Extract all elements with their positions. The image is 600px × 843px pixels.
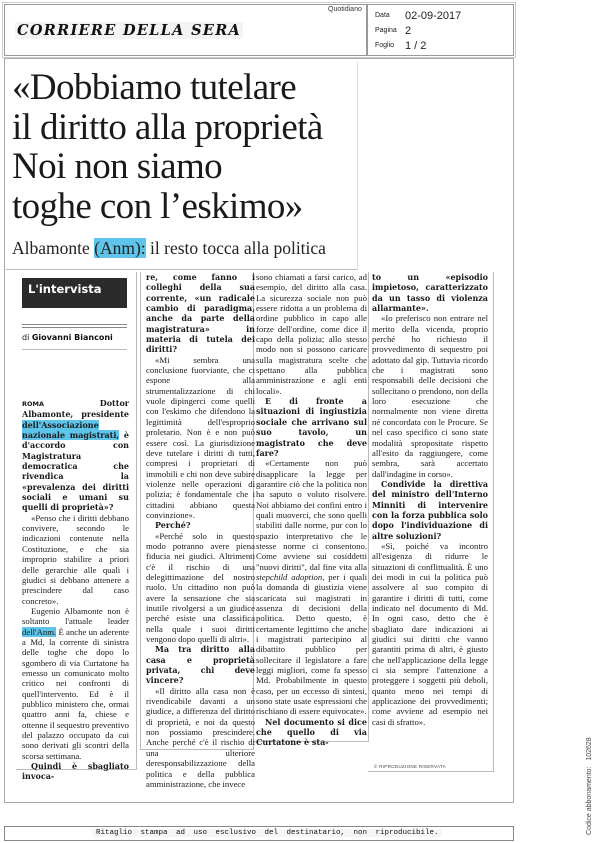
meta-label: Data: [375, 12, 390, 20]
meta-value: 1 / 2: [405, 39, 427, 52]
byline-divider: [22, 349, 127, 350]
question: Quindi è sbagliato invoca-: [22, 761, 129, 782]
answer: «Sì, poiché va incontro all'esigenza di ridurre le situazioni di conflittualità. È uno dei modi in cui la politica può assolvere al suo compito di garantire i diritti di tutti, come indicato nel documento di Md. In ogni caso, detto che è sbagliato dare indicazioni ai giudici sui diritti che vanno garantiti prima di altri, è giusto che nell'applicazione della legge ci sia sempre l'attenzione a proteggere i soggetti più deboli, quanto meno nei tempi di applicazione dei provvedimenti; come avviene ad esempio nei casi di sfratto».: [372, 540, 488, 727]
headline-line: «Dobbiamo tutelare: [12, 67, 297, 108]
subhead-text: Albamonte: [12, 238, 95, 258]
question: E di fronte a situazioni di ingiustizia sociale che arrivano sul suo tavolo, un magistrato che deve fare?: [256, 396, 367, 458]
answer: «Penso che i diritti debbano convivere, secondo le indicazioni contenute nella Costituzione, e che sia improprio stabilire a priori delle gerarchie alle quali i giudici si debbano attenere a prescindere dal caso concreto».: [22, 512, 129, 606]
subhead-highlight: (Anm):: [94, 238, 146, 258]
masthead: CORRIERE DELLA SERA: [17, 22, 242, 39]
question: Nel documento si dice che quello di via Curtatone è sta-: [256, 716, 367, 748]
headline-line: toghe con l’eskimo»: [12, 185, 303, 227]
paragraph-text: Eugenio Albamonte non è soltanto l'attuale leader: [22, 605, 129, 627]
answer: [256, 458, 367, 717]
question: re, come fanno i colleghi della sua corrente, «un radicale cambio di paradigma, anche da parte della magistratura» in materia di tutela dei diritti?: [146, 272, 255, 355]
question-text: Dottor Albamonte, presidente: [22, 398, 129, 420]
headline: [12, 68, 357, 226]
subhead-text: il resto tocca alla politica: [145, 238, 326, 258]
meta-label: Foglio: [375, 42, 395, 50]
meta-value: 02-09-2017: [405, 9, 462, 22]
copyright-notice: © RIPRODUZIONE RISERVATA: [374, 764, 446, 769]
badge-divider: [22, 324, 127, 328]
question: to un «episodio impietoso, caratterizzato da un tasso di violenza allarmante».: [372, 272, 488, 314]
highlighted-text: dell'Anm.: [22, 626, 57, 637]
subscription-code-label: Codice abbonamento:: [586, 766, 593, 835]
answer: «Mi sembra una conclusione fuorviante, che ci espone alla strumentalizzazione di chi vuole dipingerci come quelli con l'eskimo che difendono la legittimità dell'esproprio proletario. Non è e non può essere così. La giurisdizione deve tutelare i diritti di tutti, compresi i proprietari di immobili e chi non deve subire violenze nelle operazioni di polizia; è fondamentale che i cittadini abbiano questa convinzione».: [146, 354, 255, 520]
article-column-2: [146, 272, 255, 789]
article-column-1: [22, 398, 129, 782]
question: Perché?: [155, 520, 191, 531]
answer: «Perché solo in questo modo potranno avere piena fiducia nei giudici. Altrimenti c'è il rischio di una delegittimazione del nostro ruolo. Un cittadino non può avere la sensazione che sia inutile rivolgersi a un giudice perché esiste una classifica nella quale i suoi diritti vengono dopo quelli di altri».: [146, 530, 255, 645]
byline-prefix: di: [22, 333, 32, 342]
subscription-code: [586, 737, 593, 835]
question: [22, 398, 129, 513]
question: Condivide la direttiva del ministro dell'Interno Minniti di intervenire con la forza pubblica solo dopo l'individuazione di altre soluzioni?: [372, 478, 488, 541]
answer: sono chiamati a farsi carico, ad esempio, del diritto alla casa. La sicurezza sociale non può essere ridotta a un problema di ordine pubblico in capo alle forze dell'ordine, come dice il capo della polizia; allo stesso modo non si possono caricare sulla magistratura scelte che spettano alla pubblica amministrazione e agli enti locali».: [256, 272, 367, 396]
subheadline: [12, 238, 326, 259]
headline-line: Noi non siamo: [12, 146, 223, 187]
article-column-3: [256, 272, 367, 748]
byline-author: Giovanni Bianconi: [31, 333, 113, 342]
meta-label: Pagina: [375, 27, 397, 35]
meta-sheet: [375, 37, 426, 55]
section-badge: L'intervista: [22, 278, 127, 308]
answer-text: , per i quali la domanda di giustizia viene scaricata sui magistrati in assenza di decisioni della politica. Detto questo, è certamente legittimo che anche i magistrati partecipino al dibattito pubblico per sollecitare il legislatore a fare leggi migliori, come fa spesso Md. Probabilmente in questo caso, per un eccesso di sintesi, sono state usate espressioni che rischiano di essere equivocate».: [256, 571, 367, 717]
question-text: è d'accordo con Magistratura democratica che rivendica la «prevalenza dei diritti sociali e umani su quelli di proprietà»?: [22, 430, 130, 513]
headline-line: il diritto alla proprietà: [12, 106, 323, 148]
answer: «Il diritto alla casa non è rivendicabile davanti a un giudice, a differenza del diritto di proprietà, e noi da questo non possiamo prescindere. Anche perché c'è il rischio di una ulteriore deresponsabilizzazione della politica e della pubblica amministrazione, che invece: [146, 685, 255, 789]
answer-italic: stepchild adoption: [256, 571, 323, 582]
answer: «Io preferisco non entrare nel merito della vicenda, proprio perché ho richiesto il provvedimento di sequestro poi adottato dal gip. Tuttavia ricordo che i magistrati sono responsabili delle decisioni che sollecitano o prendono, non della loro esecuzione che normalmente non viene diretta né concordata con le Procure. Se nel caso specifico ci sono state modalità spropositate rispetto all'esito da raggiungere, come sembra, sarà accertato dall'indagine in corso».: [372, 313, 488, 479]
highlighted-text: dell'Associazione nazionale magistrati,: [22, 419, 120, 441]
paragraph-text: È anche un aderente a Md, la corrente di sinistra delle toghe che dopo lo sgombero di via Curtatone ha emesso un comunicato molto critico nei confronti di quell'intervento. Ed è il pubblico ministero che, ormai quattro anni fa, chiese e ottenne il sequestro preventivo del palazzo occupato da cui sono derivati gli scontri della scorsa settimana.: [22, 626, 129, 761]
article-column-4: [372, 272, 488, 727]
publication-type: Quotidiano: [328, 6, 362, 13]
question: Ma tra diritto alla casa e proprietà privata, chi deve vincere?: [146, 644, 255, 686]
subscription-code-value: 102628: [586, 737, 593, 761]
dateline: ROMA: [22, 400, 45, 408]
meta-value: 2: [405, 24, 412, 37]
answer-text: «Certamente non può disapplicare la legge per garantire ciò che la politica non ha saputo o voluto risolvere. Noi abbiamo dei confini entro i quali muoverci, che sono quelli stabiliti dalle norme, pur con lo spazio interpretativo che le stesse norme ci consentono. Come avviene sui cosiddetti "nuovi diritti", dal fine vita alla: [256, 458, 367, 572]
byline: [22, 333, 113, 342]
footer-notice: Ritaglio stampa ad uso esclusivo del destinatario, non riproducibile.: [93, 829, 442, 837]
paragraph: [22, 606, 129, 761]
